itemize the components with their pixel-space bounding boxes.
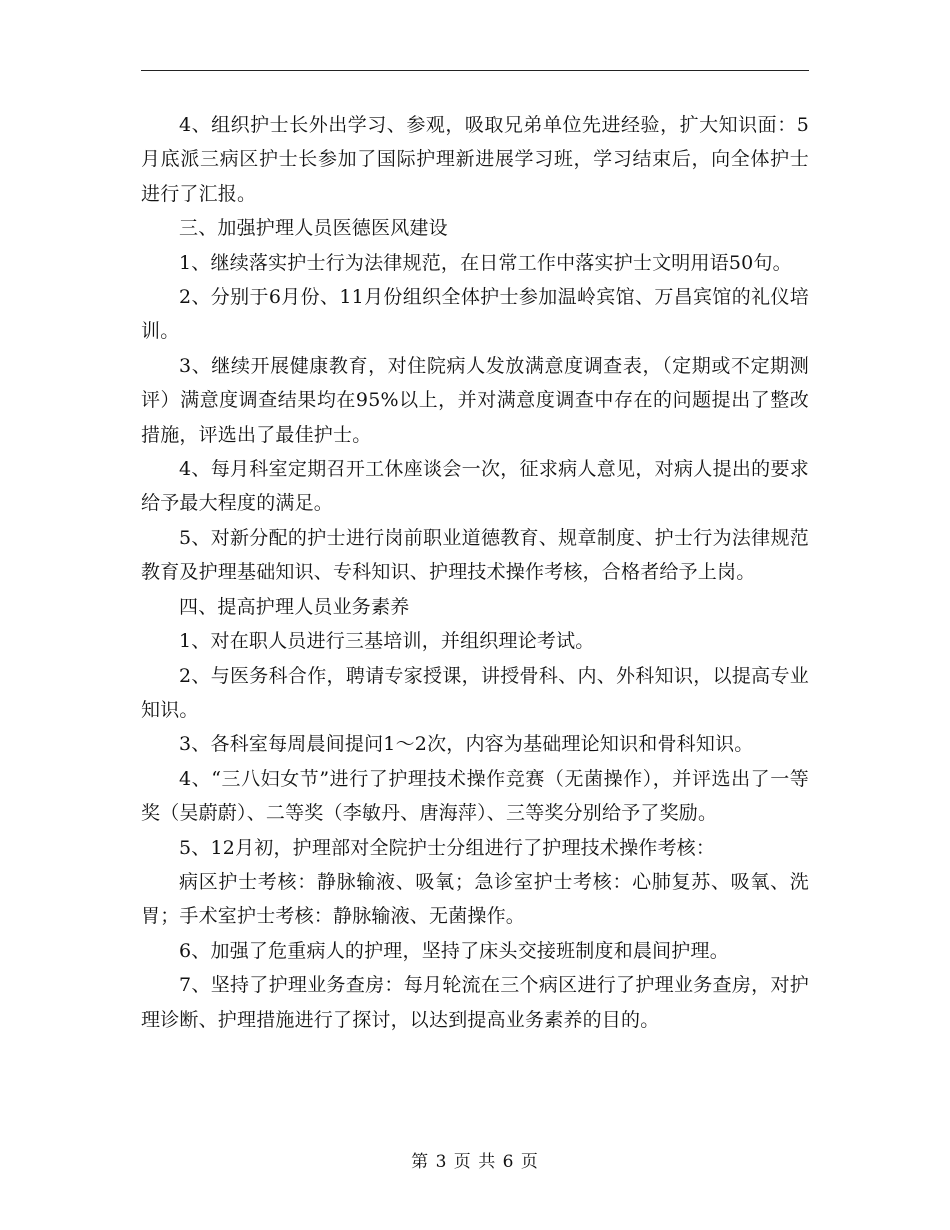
paragraph: 6、加强了危重病人的护理，坚持了床头交接班制度和晨间护理。 [179, 939, 729, 962]
paragraph: 5、对新分配的护士进行岗前职业道德教育、规章制度、护士行为法律规范教育及护理基础知识、专科知识、护理技术操作考核，合格者给予上岗。 [141, 526, 809, 584]
paragraph: 4、每月科室定期召开工休座谈会一次，征求病人意见，对病人提出的要求给予最大程度的满足。 [141, 458, 809, 515]
paragraph: 4、组织护士长外出学习、参观，吸取兄弟单位先进经验，扩大知识面：5月底派三病区护士长参加了国际护理新进展学习班，学习结束后，向全体护士进行了汇报。 [141, 114, 809, 205]
paragraph: 4、“三八妇女节”进行了护理技术操作竞赛（无菌操作），并评选出了一等奖（吴蔚蔚）、二等奖（李敏丹、唐海萍）、三等奖分别给予了奖励。 [141, 767, 809, 825]
paragraph: 2、分别于6月份、11月份组织全体护士参加温岭宾馆、万昌宾馆的礼仪培训。 [141, 286, 809, 343]
document-body [141, 108, 809, 1037]
paragraph: 2、与医务科合作，聘请专家授课，讲授骨科、内、外科知识，以提高专业知识。 [141, 664, 809, 721]
paragraph: 1、继续落实护士行为法律规范，在日常工作中落实护士文明用语50句。 [179, 251, 792, 274]
paragraph: 5、12月初，护理部对全院护士分组进行了护理技术操作考核： [179, 836, 716, 859]
paragraph: 病区护士考核：静脉输液、吸氧；急诊室护士考核：心肺复苏、吸氧、洗胃；手术室护士考核：静脉输液、无菌操作。 [141, 870, 809, 928]
paragraph: 7、坚持了护理业务查房：每月轮流在三个病区进行了护理业务查房，对护理诊断、护理措施进行了探讨，以达到提高业务素养的目的。 [141, 974, 809, 1031]
page-footer: 第 3 页 共 6 页 [411, 1152, 539, 1172]
paragraph: 1、对在职人员进行三基培训，并组织理论考试。 [179, 630, 595, 653]
header-rule [141, 70, 809, 71]
section-heading: 三、加强护理人员医德医风建设 [179, 217, 448, 240]
section-heading: 四、提高护理人员业务素养 [179, 595, 410, 618]
paragraph: 3、各科室每周晨间提问1～2次，内容为基础理论知识和骨科知识。 [179, 733, 754, 756]
paragraph: 3、继续开展健康教育，对住院病人发放满意度调查表，（定期或不定期测评）满意度调查结果均在95%以上，并对满意度调查中存在的问题提出了整改措施，评选出了最佳护士。 [141, 354, 809, 446]
